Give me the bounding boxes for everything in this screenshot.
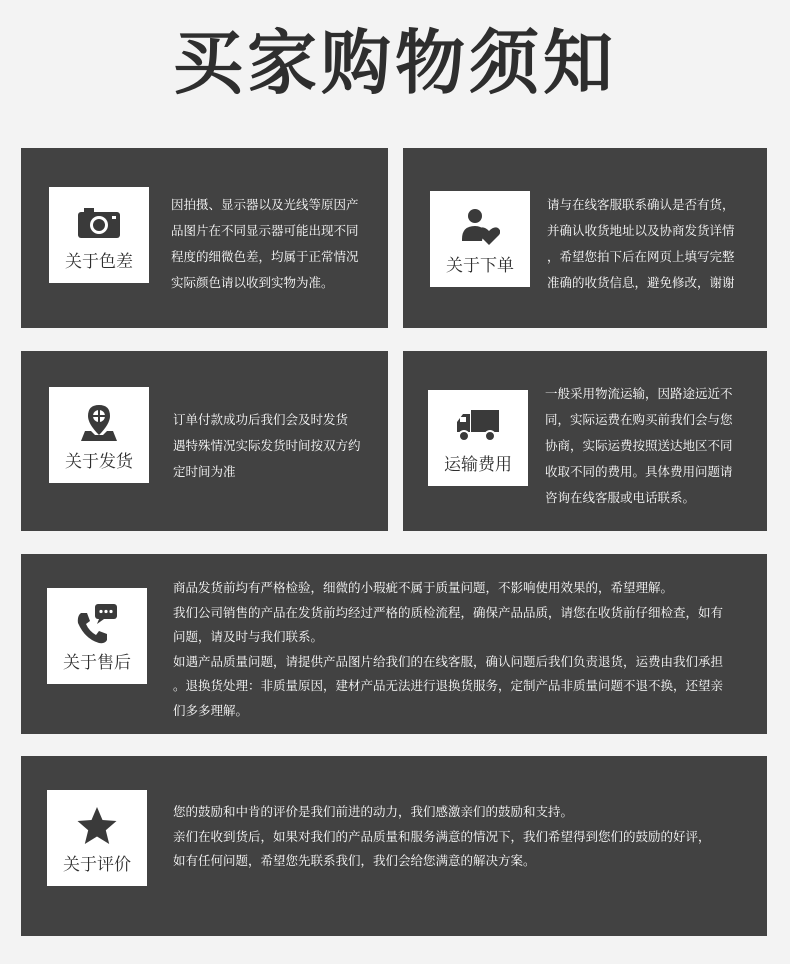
text-line: 协商，实际运费按照送达地区不同 [545,438,733,453]
text-line: 同，实际运费在购买前我们会与您 [545,412,733,427]
text-line: 程度的细微色差，均属于正常情况 [171,249,359,264]
badge-review [47,790,147,886]
text-line: 咨询在线客服或电话联系。 [545,490,696,505]
badge-color-difference [49,187,149,283]
text-line: 们多多理解。 [173,702,249,718]
badge-order [430,191,530,287]
text-line: 请与在线客服联系确认是否有货， [547,197,735,212]
text-line: 。退换货处理：非质量原因，建材产品无法进行退换货服务，定制产品非质量问题不退不换，还望亲 [173,678,724,693]
badge-label: 关于评价 [63,855,131,875]
text-line: 如遇产品质量问题，请提供产品图片给我们的在线客服，确认问题后我们负责退货，运费由我们承担 [173,653,724,669]
text-line: 实际颜色请以收到实物为准。 [171,275,334,290]
text-line: 问题，请及时与我们联系。 [173,629,324,644]
text-line: 订单付款成功后我们会及时发货 [173,412,349,427]
card-text [545,381,765,511]
text-line: 我们公司销售的产品在发货前均经过严格的质检流程，确保产品品质，请您在收货前仔细检查，如有 [173,604,724,620]
card-text [173,800,763,874]
truck-icon [428,404,528,448]
card-color-difference [21,148,388,328]
badge-after-sales [47,588,147,684]
text-line: 如有任何问题，希望您先联系我们，我们会给您满意的解决方案。 [173,853,536,868]
text-line: 定时间为准 [173,464,236,479]
text-line: 您的鼓励和中肯的评价是我们前进的动力，我们感激亲们的鼓励和支持。 [173,804,574,819]
badge-label: 关于色差 [65,252,133,272]
text-line: 一般采用物流运输，因路途远近不 [545,386,733,401]
card-review [21,756,767,936]
text-line: 遇特殊情况实际发货时间按双方约 [173,438,361,453]
user-heart-icon [430,205,530,249]
text-line: 因拍摄、显示器以及光线等原因产 [171,197,359,212]
badge-label: 运输费用 [444,455,512,475]
text-line: 收取不同的费用。具体费用问题请 [545,464,733,479]
text-line: 品图片在不同显示器可能出现不同 [171,223,359,238]
page-title: 买家购物须知 [173,22,617,104]
card-order [403,148,767,328]
text-line: 亲们在收到货后，如果对我们的产品质量和服务满意的情况下，我们希望得到您们的鼓励的好评， [173,828,711,844]
card-text [547,192,765,296]
text-line: 准确的收货信息，避免修改，谢谢 [547,275,735,290]
badge-shipping [49,387,149,483]
badge-freight [428,390,528,486]
badge-label: 关于售后 [63,653,131,673]
card-text [173,407,383,485]
camera-icon [49,201,149,245]
location-pin-icon [49,401,149,445]
card-freight [403,351,767,531]
text-line: ，希望您拍下后在网页上填写完整 [547,249,735,264]
card-text [171,192,381,296]
star-icon [47,804,147,848]
phone-chat-icon [47,602,147,646]
badge-label: 关于下单 [446,256,514,276]
text-line: 并确认收货地址以及协商发货详情 [547,223,735,238]
badge-label: 关于发货 [65,452,133,472]
card-shipping [21,351,388,531]
text-line: 商品发货前均有严格检验，细微的小瑕疵不属于质量问题，不影响使用效果的，希望理解。 [173,580,674,595]
card-text [173,576,763,723]
card-after-sales [21,554,767,734]
